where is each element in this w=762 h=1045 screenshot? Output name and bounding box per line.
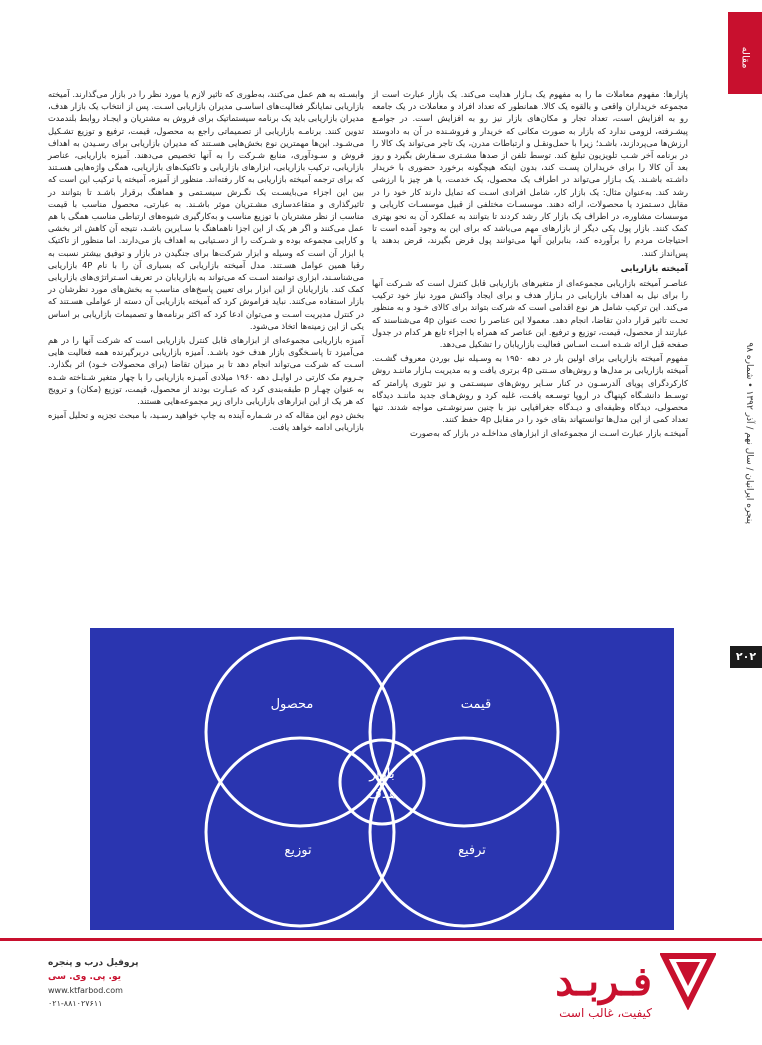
brand-shield-icon (660, 950, 716, 1010)
paragraph: بخش دوم این مقاله که در شـماره آینده به چاپ خواهید رسـید، با مبحث تجزیه و تحلیل آمیزه بازاریابی ادامه خواهد یافت. (48, 410, 364, 433)
label-price: قیمت (460, 697, 492, 712)
website-link[interactable]: www.ktfarbod.com (48, 986, 123, 995)
brand-slogan: کیفیت، غالب است (559, 1006, 652, 1020)
paragraph: پازارها: مفهوم معاملات ما را به مفهوم یک بـازار هدایت می‌کند. یک بازار عبارت است از مجموعه خریداران واقعی و بالقوه یک کالا. همانطور که تعداد افراد و معاملات در یک جامعه رو به افزایش است، تعداد تجار و مکان‌های بازار نیز رو به افزایش است. در جوامـع پیشـرفته، لزومی ندارد که بازار به صورت مکانی که خریدار و فروشـنده در آن به دادوستد ارزش‌ها می‌پردازند، باشـد؛ زیرا با حمل‌ونقـل و ارتباطات مدرن، یک تاجر می‌تواند یک کالا را در برنامه آخر شـب تلویزیون تبلیغ کند. توسط تلفن از صدها مشـتری سـفارش بگیرد و روز بعد آن کالا را برای خریداران پسـت کند، بدون اینکه هیچگونه برخورد حضوری با خریدار داشـته باشـند. یک بـازار می‌تواند در اطراف یک محصول، یک خدمت، یا هر چیز با ارزشی رشد کند. به‌عنوان مثال: یک بازار کار، شامل افرادی اسـت که تمایل دارند کار خود را در مقابل دسـتمزد یا محصولات، ارائه دهند. موسسـات مختلفی از قبیل موسسـات کاریابی و موسسات مشاوره، در اطراف یک بازار کار رشد کردند تا بتوانند به عملکرد آن به نحو بهتری کمک کنند. بازار پول یکی دیگر از بازارهای مهم می‌باشد که برای این به وجود آمده است تا احتیاجات مردم را برآورده کند، بنابراین آنها می‌توانند پول قرض بگیرند، قرض بدهند یا پس‌انداز کنند. (372, 89, 688, 258)
brand-name: فـربـد (555, 958, 652, 1005)
label-place: توزیع (284, 843, 312, 858)
paragraph: عناصـر آمیخته بازاریابی مجموعه‌ای از متغیرهای بازاریابی قابل کنترل است که شـرکت آنها را برای نیل به اهداف بازاریابی در بـازار هدف و برای ایجاد واکنش مورد نیاز خود ترکیب می‌کند. این ترکیب شامل هر نوع اقدامی است که شرکت بتواند برای کالای خـود و به منظور تحـت تاثیر قرار دادن تقاضا، انجام دهد. معمولا این عناصر را تحت عنوان 4p می‌شناسند که عبارتند از محصول، قیمت، توزیع و ترفیع. این عناصر که همراه با اجزاء تابع هر کدام در جدول صفحه قبل ارائه شـده اسـت اسـاس فعالیت بازاریابان را تشکیل می‌دهد. (372, 278, 688, 350)
venn-diagram (90, 628, 674, 930)
label-promotion: ترفیع (458, 843, 486, 858)
circle-promotion (370, 738, 558, 926)
paragraph: آمیختـه بازار عبارت اسـت از مجموعه‌ای از ابزارهای مداخلـه در بازار که به‌صورت (409, 428, 688, 439)
paragraph: مفهوم آمیخته بازاریابی برای اولین بار در دهه ۱۹۵۰ به وسـیله نیل بوردن معروف گشـت. آمیخته بازاریابی بر مدل‌ها و روش‌های سـنتی 4p برتری یافت و به مدیریت بـازار ماننـد روش کارکردگرای پویای آلدرسـون در کنار سـایر روش‌های سیسـتمی و نیز تئوری پارامتر که توسـط دانشـگاه کپنهاگ در اروپا توسـعه یافـت، غلبه کرد و روش‌هـای جدید ماننـد دیدگاه محصولی، دیدگاه وظیفه‌ای و دیـدگاه جغرافیایی نیز با چنین سرنوشـتی مواجه شدند. تنها تعداد کمی از این مدل‌ها توانستهاند بقای خود را در مقابل 4p حفظ کنند. (372, 353, 688, 425)
label-center-2: هدف (367, 786, 397, 802)
section-tab-label: مقاله (739, 46, 751, 69)
circle-place (206, 738, 397, 926)
right-column (372, 88, 688, 442)
left-column (48, 88, 364, 436)
footer-divider (0, 938, 762, 941)
contact-block (48, 958, 158, 1012)
issue-info: پنجره ایرانیان / سال نهم / آذر ۱۳۹۲ • شماره ۹۸ (744, 342, 754, 524)
circle-price (370, 638, 558, 826)
contact-title: پروفیل درب و پنجره (48, 958, 139, 968)
side-strip (730, 94, 762, 964)
phone-number: ۰۲۱-۸۸۱۰۲۷۶۱۱ (48, 999, 103, 1008)
venn-svg (90, 628, 674, 930)
circle-center (340, 740, 424, 824)
label-center-1: بازار (369, 766, 395, 782)
circle-product (206, 638, 397, 826)
section-tab (728, 12, 762, 94)
section-heading: آمیخته بازاریابی (620, 263, 688, 274)
label-product: محصول (270, 697, 314, 712)
paragraph: آمیزه بازاریابی مجموعه‌ای از ابزارهای قابل کنترل بازاریابی است که شرکت آنها را در هم می‌آمیزد تا پاسـخگوی بازار هدف خود باشـد. آمیزه بازاریابی دربرگیرنده همه فعالیت هایی اسـت که شرکت می‌تواند انجام دهد تا بر میزان تقاضا (برای محصولات خـود) اثر بگذارد. جـروم مک کارتی در اوایـل دهه ۱۹۶۰ میلادی آمیـزه بازاریابی را با چهار متغیر شـناخته شـده به عنوان چهـار p طبقه‌بندی کرد که عبـارت بودند از محصول، قیمت، توزیع (مکان) و ترویج که هر یک از این ابزارهای بازاریابی دارای زیر مجموعه‌هایی هستند. (48, 335, 364, 407)
paragraph: وابسـته به هم عمل می‌کنند، به‌طوری که تاثیر لازم یا مورد نظر را در بازار می‌گذارند. آمیخته بازاریابی نمایانگر فعالیت‌های اساسـی مدیران بازاریابی اسـت. پس از انتخاب یک بازار هدف، مدیران بازاریابی باید یک برنامه سیستماتیک برای فروش به مشتریان و ایجـاد روابط بلندمدت تدوین کنند. برنامـه بازاریابی از تصمیماتی راجع به محصول، قیمت، ترفیع و توزیع تشـکیل می‌شـود. این‌ها مهمترین نوع بخش‌هایی هسـتند که مدیران بازاریابی برای رسـیدن به اهداف فروش و سـودآوری، منابع شـرکت را به آنها تخصیص می‌دهند. آمیزه بازاریابی، عناصر بازاریابی، ترکیب بازاریابی، ابزارهای بازاریابی و تاکتیک‌های بازاریابی، همگی واژه‌هایی هسـتند که برای ترجمه آمیخته بازاریابی به کار رفته‌اند. منظور از آمیزه، آمیخته یا ترکیب این است که بین این اجزاء می‌بایسـت یک نگـرش سیسـتمی و هماهنگ برقرار باشـد تا بتوانند در تاثیرگذاری و متقاعدسازی مشـتریان موثر باشـند. به عبارتی، محصول مناسب با قیمت مناسب از نظر مشتریان با توزیع مناسب و به‌کارگیری شیوه‌های ارتباطی مناسب همگی با هم عمل می‌کنند و اگر هر یک از این اجزا ناهماهنگ با سـایرین باشـد، نتیجه آن کاهش اثر بخشی و کارایی مجموعه بوده و شـرکت را از دسـتیابی به اهداف باز می‌دارند. اما منظور از تاکتیک یا ابزار آن است که وسیله و ابزار شرکت‌ها برای جنگیدن در بازار و توفیق بیشتر نسبت به رقبا همین عوامل هسـتند. مدل آمیخته بازاریابی که بسیاری آن را با نام 4P بازاریابی می‌شناسـند، ابزاری توانمند اسـت که می‌تواند به بازاریابان در تعریف اسـتراتژی‌های بازاریابی کمک کند. بازاریابان از این ابزار برای تعیین پاسخ‌های مناسب به بخش‌های مورد نظرشان در بازار استفاده می‌کنند. نباید فراموش کرد که آمیخته بازاریابی آن دسته از عواملی هسـتند که در کنترل مدیریت اسـت و می‌توان ادعا کرد که اکثر برنامه‌ها و تصمیمات بازاریابی بر اساس یکی از این زمینه‌ها اتخاذ می‌شود. (48, 89, 364, 331)
page-number: ۲۰۲ (730, 646, 762, 668)
contact-sub: یو. پی. وی. سی (48, 972, 121, 982)
